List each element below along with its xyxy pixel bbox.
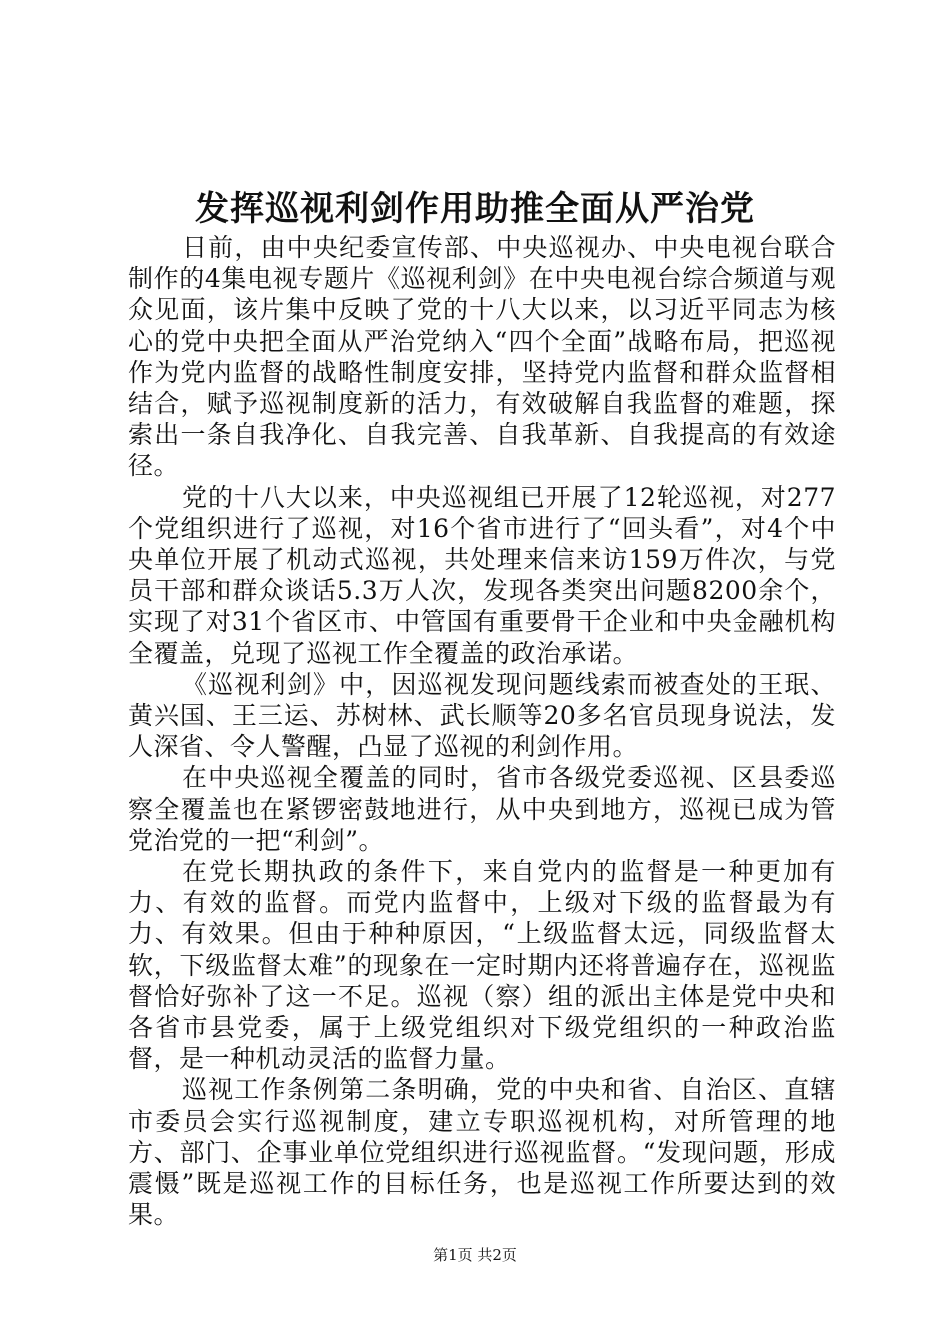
paragraph: 《巡视利剑》中，因巡视发现问题线索而被查处的王珉、黄兴国、王三运、苏树林、武长顺等20多名官员现身说法，发人深省、令人警醒，凸显了巡视的利剑作用。 <box>128 669 836 762</box>
paragraph: 日前，由中央纪委宣传部、中央巡视办、中央电视台联合制作的4集电视专题片《巡视利剑》在中央电视台综合频道与观众见面，该片集中反映了党的十八大以来，以习近平同志为核心的党中央把全面从严治党纳入“四个全面”战略布局，把巡视作为党内监督的战略性制度安排，坚持党内监督和群众监督相结合，赋予巡视制度新的活力，有效破解自我监督的难题，探索出一条自我净化、自我完善、自我革新、自我提高的有效途径。 <box>128 233 836 481</box>
page-footer: 第1页 共2页 <box>433 1246 517 1264</box>
document-body <box>128 232 836 1231</box>
paragraph: 在党长期执政的条件下，来自党内的监督是一种更加有力、有效的监督。而党内监督中，上级对下级的监督最为有力、有效果。但由于种种原因，“上级监督太远，同级监督太软，下级监督太难”的现象在一定时期内还将普遍存在，巡视监督恰好弥补了这一不足。巡视（察）组的派出主体是党中央和各省市县党委，属于上级党组织对下级党组织的一种政治监督，是一种机动灵活的监督力量。 <box>128 857 836 1074</box>
paragraph: 巡视工作条例第二条明确，党的中央和省、自治区、直辖市委员会实行巡视制度，建立专职巡视机构，对所管理的地方、部门、企事业单位党组织进行巡视监督。“发现问题，形成震慑”既是巡视工作的目标任务，也是巡视工作所要达到的效果。 <box>128 1075 836 1230</box>
paragraph: 党的十八大以来，中央巡视组已开展了12轮巡视，对277个党组织进行了巡视，对16个省市进行了“回头看”，对4个中央单位开展了机动式巡视，共处理来信来访159万件次，与党员干部和群众谈话5.3万人次，发现各类突出问题8200余个，实现了对31个省区市、中管国有重要骨干企业和中央金融机构全覆盖，兑现了巡视工作全覆盖的政治承诺。 <box>128 482 836 668</box>
paragraph: 在中央巡视全覆盖的同时，省市各级党委巡视、区县委巡察全覆盖也在紧锣密鼓地进行，从中央到地方，巡视已成为管党治党的一把“利剑”。 <box>128 763 836 855</box>
document-title: 发挥巡视利剑作用助推全面从严治党 <box>195 189 755 229</box>
